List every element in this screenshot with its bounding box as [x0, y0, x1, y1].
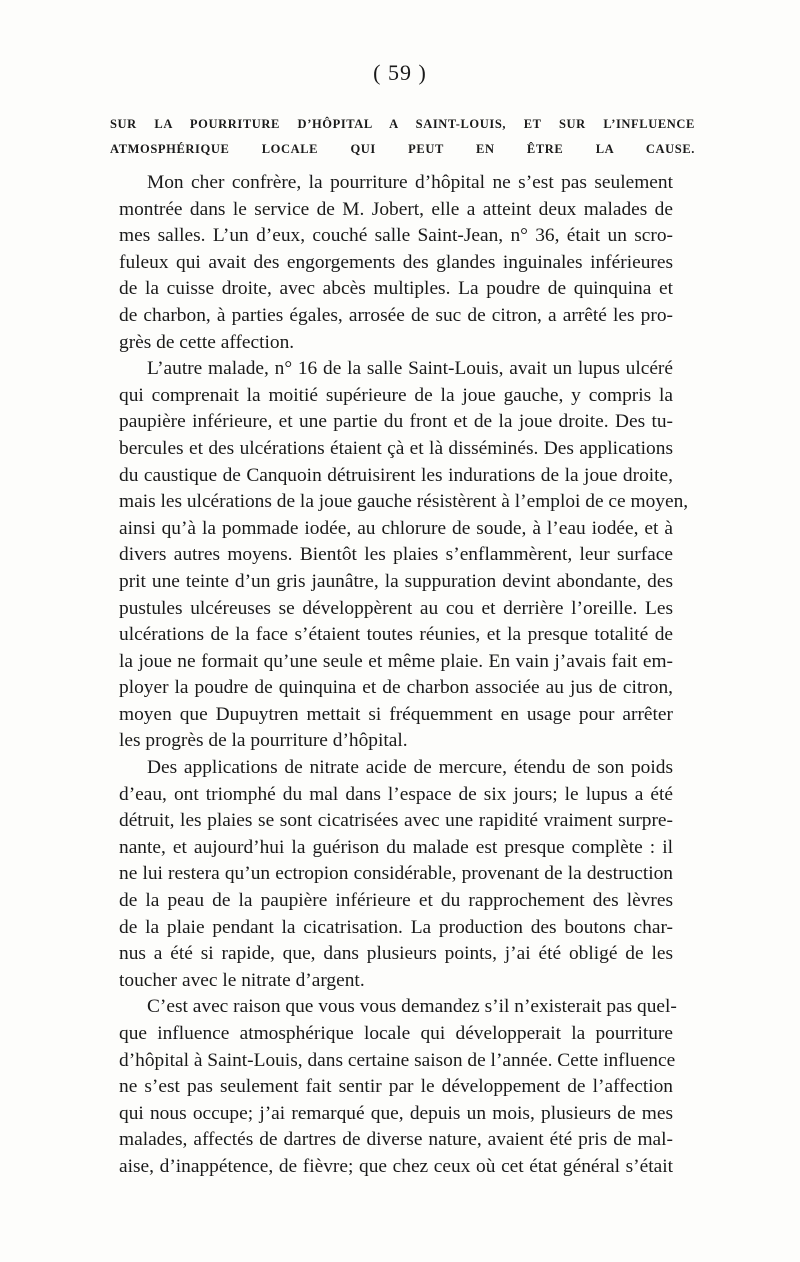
text-line: C’est avec raison que vous vous demandez s’il n’existerait pas quel- [147, 996, 677, 1018]
text-line: ainsi qu’à la pommade iodée, au chlorure de soude, à l’eau iodée, et à [119, 517, 673, 539]
text-line: bercules et des ulcérations étaient çà et là disséminés. Des applications [119, 437, 673, 459]
text-line: de la cuisse droite, avec abcès multiples. La poudre de quinquina et [119, 278, 673, 300]
text-line: aise, d’inappétence, de fièvre; que chez ceux où cet état général s’était [119, 1155, 673, 1177]
text-line: ployer la poudre de quinquina et de charbon associée au jus de citron, [119, 677, 673, 699]
text-line: divers autres moyens. Bientôt les plaies s’enflammèrent, leur surface [119, 544, 673, 566]
text-line: ne s’est pas seulement fait sentir par le développement de l’affection [119, 1076, 673, 1098]
paragraph [119, 356, 689, 755]
text-line: montrée dans le service de M. Jobert, elle a atteint deux malades de [119, 198, 673, 220]
text-line: prit une teinte d’un gris jaunâtre, la suppuration devint abondante, des [119, 570, 673, 592]
text-line: moyen que Dupuytren mettait si fréquemment en usage pour arrêter [119, 703, 673, 725]
text-line: toucher avec le nitrate d’argent. [119, 969, 365, 991]
text-line: Mon cher confrère, la pourriture d’hôpital ne s’est pas seulement [147, 172, 673, 193]
text-line: nus a été si rapide, que, dans plusieurs points, j’ai été obligé de les [119, 943, 673, 965]
text-line: Des applications de nitrate acide de mercure, étendu de son poids [147, 757, 673, 779]
text-line: ne lui restera qu’un ectropion considérable, provenant de la destruction [119, 863, 673, 885]
text-line: grès de cette affection. [119, 331, 295, 353]
paragraph [119, 755, 673, 994]
text-line: du caustique de Canquoin détruisirent les indurations de la joue droite, [119, 464, 673, 486]
paragraph [119, 170, 673, 356]
text-line: de la peau de la paupière inférieure et du rapprochement des lèvres [119, 890, 673, 912]
text-line: qui comprenait la moitié supérieure de la joue gauche, y compris la [119, 384, 673, 406]
section-heading [110, 112, 695, 162]
text-line: mes salles. L’un d’eux, couché salle Saint-Jean, n° 36, était un scro- [119, 225, 673, 247]
text-line: qui nous occupe; j’ai remarqué que, depuis un mois, plusieurs de mes [119, 1102, 673, 1124]
text-line: mais les ulcérations de la joue gauche résistèrent à l’emploi de ce moyen, [119, 491, 689, 513]
text-line: d’hôpital à Saint-Louis, dans certaine saison de l’année. Cette influence [119, 1049, 676, 1071]
text-line: L’autre malade, n° 16 de la salle Saint-Louis, avait un lupus ulcéré [147, 358, 673, 380]
text-line: pustules ulcéreuses se développèrent au cou et derrière l’oreille. Les [119, 597, 673, 619]
text-line: ulcérations de la face s’étaient toutes réunies, et la presque totalité de [119, 624, 673, 646]
paragraph [119, 994, 677, 1180]
text-line: d’eau, ont triomphé du mal dans l’espace de six jours; le lupus a été [119, 783, 673, 805]
text-line: les progrès de la pourriture d’hôpital. [119, 730, 408, 752]
text-line: la joue ne formait qu’une seule et même plaie. En vain j’avais fait em- [119, 650, 673, 672]
page-number: ( 59 ) [373, 60, 427, 85]
text-line: que influence atmosphérique locale qui développerait la pourriture [119, 1023, 673, 1044]
heading-line: ATMOSPHÉRIQUE LOCALE QUI PEUT EN ÊTRE LA CAUSE. [110, 142, 695, 156]
text-line: de la plaie pendant la cicatrisation. La production des boutons char- [119, 916, 673, 938]
text-line: malades, affectés de dartres de diverse nature, avaient été pris de mal- [119, 1129, 673, 1151]
text-line: fuleux qui avait des engorgements des glandes inguinales inférieures [119, 251, 673, 273]
body-text [119, 170, 689, 1181]
heading-line: SUR LA POURRITURE D’HÔPITAL A SAINT-LOUIS, ET SUR L’INFLUENCE [110, 117, 695, 131]
text-line: détruit, les plaies se sont cicatrisées avec une rapidité vraiment surpre- [119, 810, 673, 832]
text-line: de charbon, à parties égales, arrosée de suc de citron, a arrêté les pro- [119, 304, 673, 326]
text-line: nante, et aujourd’hui la guérison du malade est presque complète : il [119, 836, 673, 858]
text-line: paupière inférieure, et une partie du front et de la joue droite. Des tu- [119, 411, 673, 433]
